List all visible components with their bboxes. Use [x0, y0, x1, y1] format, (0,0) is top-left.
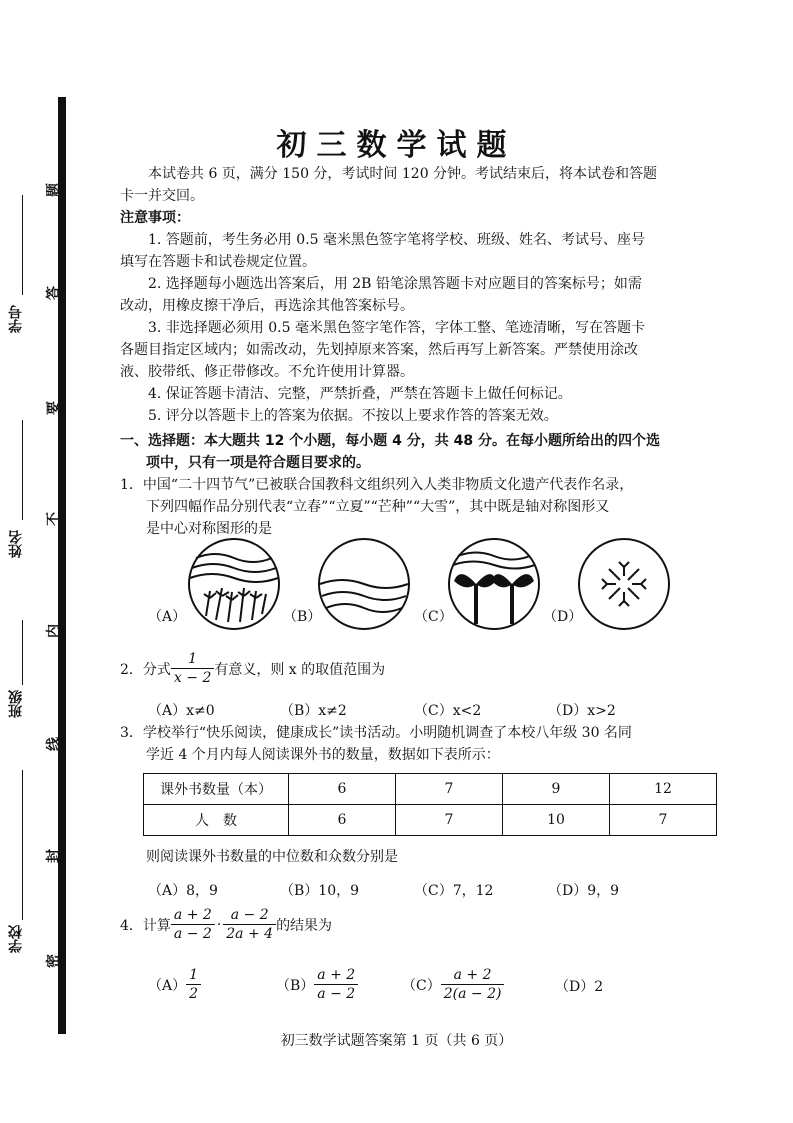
question-2: [120, 650, 385, 687]
intro-line: 本试卷共 6 页，满分 150 分，考试时间 120 分钟。考试结束后，将本试卷和答题: [148, 166, 658, 182]
fraction: [223, 906, 276, 943]
question-text: 有意义，则 x 的取值范围为: [214, 661, 386, 678]
question-4: [120, 906, 332, 943]
notice-item: 5. 评分以答题卡上的答案为依据。不按以上要求作答的答案无效。: [148, 408, 558, 424]
table-cell: 6: [289, 805, 396, 836]
fraction: [186, 966, 201, 1003]
denominator: 2a + 4: [226, 926, 274, 942]
option-label: （B）: [276, 977, 315, 994]
seal-char: 要: [46, 401, 62, 415]
option-label: （B）10，9: [280, 883, 360, 899]
denominator: x − 2: [173, 670, 212, 686]
multiply-dot: ·: [216, 916, 222, 933]
numerator: a + 2: [441, 966, 505, 985]
question-text: 4．计算: [120, 917, 171, 934]
option-a: [148, 966, 201, 1003]
notice-item: 2. 选择题每小题选出答案后，用 2B 铅笔涂黑答题卡对应题目的答案标号；如需: [148, 276, 642, 292]
field-class: 班级: [8, 690, 24, 718]
question-text: 是中心对称图形的是: [146, 521, 272, 537]
seal-char: 题: [46, 183, 62, 197]
table-row: [144, 805, 717, 836]
table-cell: 10: [503, 805, 610, 836]
table-cell: 6: [289, 774, 396, 805]
binding-bar: [58, 97, 66, 1034]
option-label: （C）: [414, 609, 453, 625]
denominator: a − 2: [173, 926, 212, 942]
page-title: 初三数学试题: [276, 128, 517, 163]
field-line: [22, 420, 23, 520]
question-text: 则阅读课外书数量的中位数和众数分别是: [146, 849, 398, 865]
field-name: 姓名: [8, 530, 24, 558]
option-label: （A）8，9: [148, 883, 218, 899]
field-line: [22, 195, 23, 295]
page-footer: 初三数学试题答案第 1 页（共 6 页）: [280, 1033, 513, 1049]
table-cell: 12: [610, 774, 717, 805]
section-heading: 项中，只有一项是符合题目要求的。: [146, 455, 370, 471]
option-label: （C）x<2: [414, 703, 482, 719]
option-label: （B）x≠2: [280, 703, 347, 719]
option-label: （D）x>2: [548, 703, 616, 719]
figure-lichun: [186, 536, 282, 632]
question-text: 1．中国“二十四节气”已被联合国教科文组织列入人类非物质文化遗产代表作名录，: [120, 477, 634, 493]
field-line: [22, 770, 23, 920]
notice-item: 填写在答题卡和试卷规定位置。: [120, 254, 316, 270]
data-table: [143, 773, 717, 836]
section-heading: 一、选择题：本大题共 12 个小题，每小题 4 分，共 48 分。在每小题所给出的四个选: [120, 433, 660, 449]
option-c: [402, 966, 504, 1003]
option-label: （A）x≠0: [148, 703, 215, 719]
numerator: a + 2: [171, 906, 215, 925]
option-label: （C）: [402, 977, 441, 994]
intro-line: 卡一并交回。: [120, 188, 204, 204]
numerator: a + 2: [314, 966, 358, 985]
denominator: 2(a − 2): [443, 986, 502, 1002]
fraction: [314, 966, 358, 1003]
fraction: [171, 906, 215, 943]
notice-item: 液、胶带纸、修正带修改。不允许使用计算器。: [120, 364, 414, 380]
question-text: 3．学校举行“快乐阅读，健康成长”读书活动。小明随机调查了本校八年级 30 名同: [120, 725, 632, 741]
table-cell: 7: [396, 805, 503, 836]
question-text: 的结果为: [276, 917, 333, 934]
question-text: 学近 4 个月内每人阅读课外书的数量，数据如下表所示：: [146, 747, 500, 763]
notice-item: 1. 答题前，考生务必用 0.5 毫米黑色签字笔将学校、班级、姓名、考试号、座号: [148, 232, 645, 248]
fraction: [441, 966, 505, 1003]
notice-item: 3. 非选择题必须用 0.5 毫米黑色签字笔作答，字体工整、笔迹清晰，写在答题卡: [148, 320, 645, 336]
seal-char: 密: [46, 954, 62, 968]
numerator: 1: [186, 966, 201, 985]
field-school: 学校: [8, 925, 24, 953]
notice-item: 改动，用橡皮擦干净后，再选涂其他答案标号。: [120, 298, 414, 314]
fraction: [171, 650, 214, 687]
notice-item: 各题目指定区域内；如需改动，先划掉原来答案，然后再写上新答案。严禁使用涂改: [120, 342, 638, 358]
figure-daxue: [576, 536, 672, 632]
option-label: （B）: [283, 609, 322, 625]
seal-char: 答: [46, 286, 62, 300]
option-label: （C）7，12: [414, 883, 494, 899]
seal-char: 不: [46, 512, 62, 526]
figure-mangzhong: [446, 536, 542, 632]
question-text: 2．分式: [120, 661, 171, 678]
field-student-number: 学号: [8, 305, 24, 333]
denominator: 2: [189, 986, 199, 1002]
seal-char: 内: [46, 624, 62, 638]
option-label: （D）2: [555, 979, 604, 995]
option-b: [276, 966, 358, 1003]
numerator: 1: [171, 650, 214, 669]
table-row: [144, 774, 717, 805]
option-label: （A）: [148, 977, 187, 994]
question-text: 下列四幅作品分别代表“立春”“立夏”“芒种”“大雪”，其中既是轴对称图形又: [146, 499, 610, 515]
table-header-cell: 课外书数量（本）: [144, 774, 289, 805]
option-label: （A）: [148, 609, 187, 625]
table-cell: 7: [396, 774, 503, 805]
option-label: （D）: [543, 609, 583, 625]
notice-item: 4. 保证答题卡清洁、完整，严禁折叠，严禁在答题卡上做任何标记。: [148, 386, 572, 402]
figure-lixia: [316, 536, 412, 632]
table-header-cell: 人 数: [144, 805, 289, 836]
seal-char: 封: [46, 849, 62, 863]
notice-heading: 注意事项：: [120, 210, 190, 226]
table-cell: 7: [610, 805, 717, 836]
seal-char: 线: [46, 737, 62, 751]
numerator: a − 2: [223, 906, 276, 925]
field-line: [22, 620, 23, 685]
table-cell: 9: [503, 774, 610, 805]
denominator: a − 2: [317, 986, 356, 1002]
option-label: （D）9，9: [548, 883, 620, 899]
